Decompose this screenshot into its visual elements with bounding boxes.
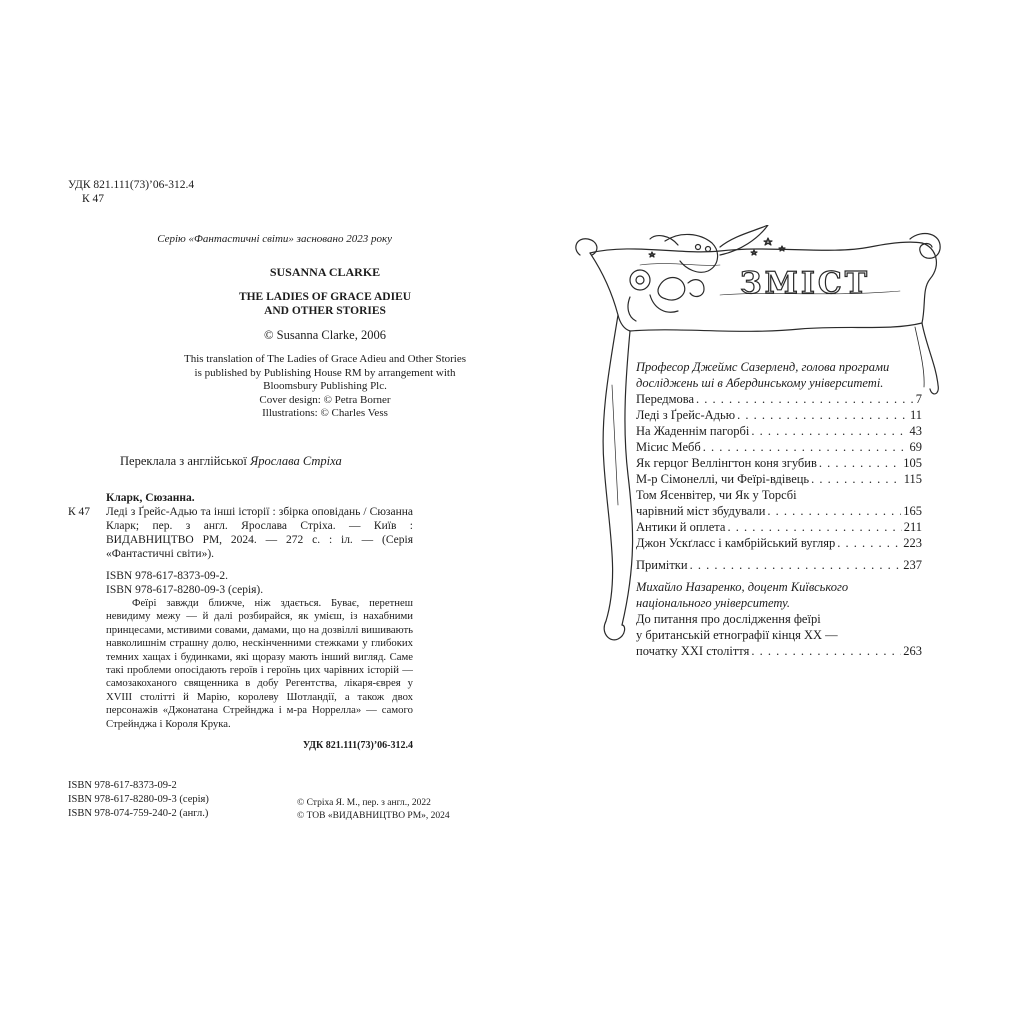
toc-entry-title: На Жаденнім пагорбі [636,424,750,438]
toc-entry[interactable] [636,407,922,423]
annotation-text: Феїрі завжди ближче, ніж здається. Буває, перетнеш невидиму межу — й далі розбирайся, як умієш, із нахабними принцесами, мстивими совами, дамами, що на дозвіллі вишивають навколишнім страшну долю, нескінченними стежками у глибоких темних хащах і будинками, які щоразу мають інший вигляд. Саме такі проблеми опосідають героїв і героїнь цих чарівних історій — самозакоханого священника в добу Регентства, лікаря-єврея у XVIII столітті й Марію, королеву Шотландії, а також двох персонажів «Джонатана Стрейнджа і м-ра Норрелла» — самого Стрейнджа і Короля Крука. [106,597,413,730]
toc-leader-dots [737,407,908,423]
udk-block [68,178,194,206]
toc-entry-page: 115 [903,472,922,486]
toc-entry-title: Передмова [636,392,695,406]
cover-design-credit: Cover design: © Petra Borner [259,393,391,406]
toc-entry-title: М-р Сімонеллі, чи Феїрі-вдівець [636,472,810,486]
toc-leader-dots [703,439,908,455]
afterword-title-line2: у британській етнографії кінця ХХ — [636,628,838,642]
annotation [68,597,413,731]
udk-code: УДК 821.111(73)’06-312.4 [68,179,195,191]
preface-author-note: Професор Джеймс Сазерленд, голова програми досліджень ші в Абердинському університеті. [636,360,890,390]
permission-line: Bloomsbury Publishing Plc. [263,380,387,392]
toc-entry-afterword[interactable] [636,643,922,659]
toc-entry-title: Джон Ускґласс і камбрійський вугляр [636,536,836,550]
toc-entry-title: початку ХХІ століття [636,644,750,658]
biblio-isbn-series: ISBN 978-617-8280-09-3 (серія). [106,584,264,596]
toc-entry[interactable] [636,535,922,551]
isbn-item: ISBN 978-074-759-240-2 (англ.) [68,808,209,819]
toc-entry-page: 7 [915,392,922,406]
toc-entry-title-line1: Том Ясенвітер, чи Як у Торсбі [636,488,797,502]
table-of-contents [636,359,922,659]
isbn-item: ISBN 978-617-8373-09-2 [68,780,177,791]
toc-entry-page: 43 [909,424,922,438]
biblio-heading: Кларк, Сюзанна. [106,492,195,504]
toc-entry[interactable] [636,519,922,535]
toc-entry[interactable] [636,455,922,471]
toc-leader-dots [727,519,901,535]
permission-line: This translation of The Ladies of Grace Adieu and Other Stories [183,353,467,365]
rights-translation: © Стріха Я. М., пер. з англ., 2022 [297,798,431,808]
toc-entry-title: Антики й оплета [636,520,726,534]
original-edition-block [160,265,490,421]
toc-leader-dots [690,557,902,573]
afterword-author-note: Михайло Назаренко, доцент Київського національного університету. [636,580,849,610]
toc-leader-dots [837,535,901,551]
author-mark: К 47 [82,193,105,205]
biblio-code: К 47 [68,506,91,518]
translator-credit [120,454,540,469]
toc-entry-page: 11 [909,408,922,422]
biblio-description: Леді з Ґрейс-Адью та інші історії : збірка оповідань / Сюзанна Кларк; пер. з англ. Ярослава Стріха. — Київ : ВИДАВНИЦТВО РМ, 2024. — 272 с. : іл. — (Серія «Фантастичні світи»). [106,506,413,560]
toc-leader-dots [696,391,914,407]
toc-leader-dots [811,471,902,487]
rights-publisher: © ТОВ «ВИДАВНИЦТВО РМ», 2024 [297,811,450,821]
biblio-isbn: ISBN 978-617-8373-09-2. [106,570,229,582]
toc-leader-dots [751,423,907,439]
isbn-list [68,779,209,821]
original-title-line2: AND OTHER STORIES [264,305,386,317]
bibliographic-record [68,491,413,753]
permission-line: is published by Publishing House RM by arrangement with [194,366,456,379]
rights-block [297,797,450,823]
toc-entry-title: Як герцог Веллінгтон коня згубив [636,456,817,470]
toc-entry-page: 69 [909,440,922,454]
toc-title: ЗМІСТ [740,266,871,301]
isbn-item: ISBN 978-617-8280-09-3 (серія) [68,794,209,805]
toc-entry-title: Місис Мебб [636,440,701,454]
toc-entry-title: чарівний міст збудували [636,504,766,518]
translator-name: Ярослава Стріха [249,454,342,468]
toc-entry-page: 263 [903,644,922,658]
toc-entry-notes[interactable] [636,557,922,573]
toc-leader-dots [751,643,901,659]
afterword-title-line1: До питання про дослідження феїрі [636,612,821,626]
original-title-line1: THE LADIES OF GRACE ADIEU [238,291,412,303]
toc-entry[interactable] [636,391,922,407]
toc-leader-dots [767,503,901,519]
toc-entry[interactable] [636,439,922,455]
translator-label: Переклала з англійської [120,454,247,468]
toc-entry-page: 223 [903,536,922,550]
toc-entry-page: 165 [903,504,922,518]
original-author: SUSANNA CLARKE [269,265,381,279]
toc-entry-title: Леді з Ґрейс-Адью [636,408,736,422]
toc-leader-dots [819,455,901,471]
illustrations-credit: Illustrations: © Charles Vess [262,407,388,419]
series-note: Серію «Фантастичні світи» засновано 2023 року [157,233,392,245]
toc-entry[interactable] [636,503,922,519]
toc-entry[interactable] [636,471,922,487]
toc-entry-page: 105 [903,456,922,470]
toc-entry-page: 237 [903,558,922,572]
permission-notice [160,353,490,421]
toc-entry-title: Примітки [636,558,688,572]
udk-bottom: УДК 821.111(73)’06-312.4 [302,740,413,752]
toc-entry[interactable] [636,423,922,439]
original-copyright: © Susanna Clarke, 2006 [264,328,386,342]
toc-entry-page: 211 [903,520,922,534]
